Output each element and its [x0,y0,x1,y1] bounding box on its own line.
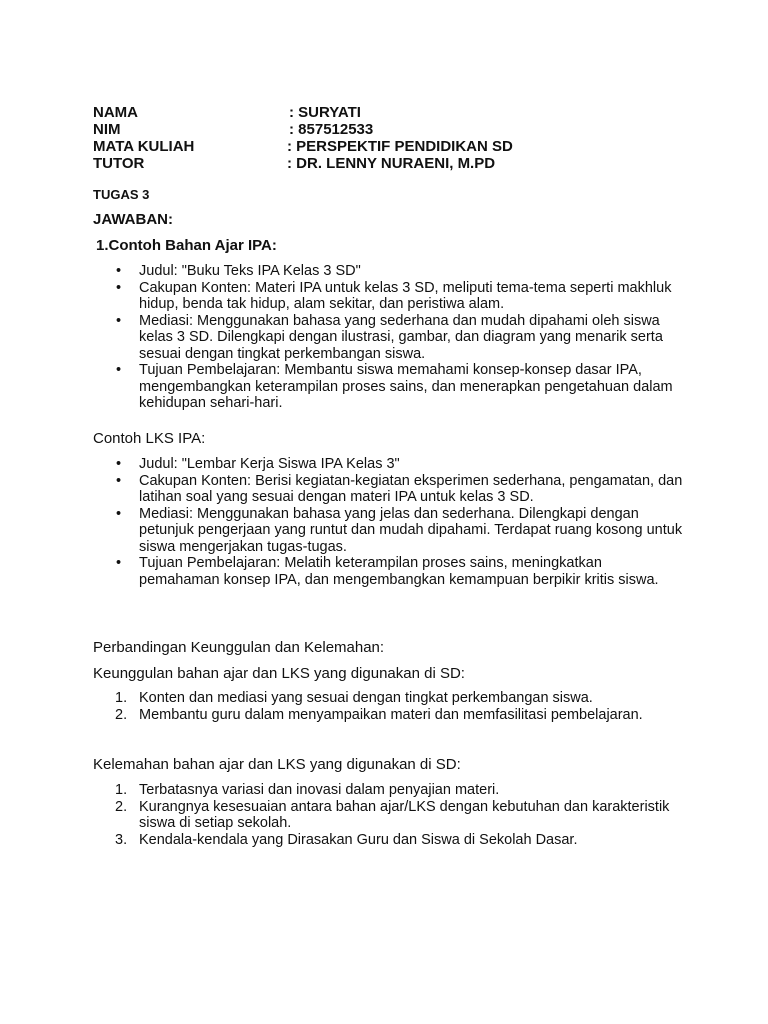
bullet-icon: • [116,555,122,571]
lks-list [93,456,683,588]
bullet-icon: • [116,312,122,329]
list-item-text: Mediasi: Menggunakan bahasa yang sederhana dan mudah dipahami oleh siswa kelas 3 SD. Dilengkapi dengan ilustrasi, gambar, dan diagram yang menarik serta sesuai dengan tingkat perkembangan siswa. [139,312,663,362]
info-label: NAMA [93,104,138,121]
bahan-ajar-list [93,263,683,412]
comparison-heading: Perbandingan Keunggulan dan Kelemahan: [93,639,385,656]
list-item-text: Kurangnya kesesuaian antara bahan ajar/LKS dengan kebutuhan dan karakteristik siswa di setiap sekolah. [139,798,670,831]
list-item [93,832,683,849]
info-value: : 857512533 [289,121,374,138]
list-item-text: Terbatasnya variasi dan inovasi dalam penyajian materi. [139,782,500,798]
bullet-icon: • [116,472,122,489]
list-item [93,799,683,832]
list-number: 2. [115,706,128,723]
section-title-bahan-ajar: 1.Contoh Bahan Ajar IPA: [96,237,277,254]
list-item-text: Judul: "Lembar Kerja Siswa IPA Kelas 3" [139,456,400,472]
list-item [93,313,683,363]
list-number: 2. [115,798,128,815]
list-item [93,707,683,724]
bullet-icon: • [116,362,122,378]
list-item [93,263,683,280]
list-number: 1. [115,690,128,706]
bullet-icon: • [116,263,122,279]
list-item [93,506,683,556]
list-item [93,555,683,588]
assignment-title: TUGAS 3 [93,187,150,202]
list-item-text: Cakupan Konten: Berisi kegiatan-kegiatan eksperimen sederhana, pengamatan, dan latihan soal yang sesuai dengan materi IPA untuk kelas 3 SD. [139,472,683,505]
info-value: : PERSPEKTIF PENDIDIKAN SD [287,138,513,155]
bullet-icon: • [116,505,122,522]
list-item [93,782,683,799]
info-label: NIM [93,121,121,138]
list-number: 3. [115,831,128,848]
list-item-text: Konten dan mediasi yang sesuai dengan tingkat perkembangan siswa. [139,690,593,706]
kelemahan-heading: Kelemahan bahan ajar dan LKS yang digunakan di SD: [93,756,461,773]
section-title-lks: Contoh LKS IPA: [93,430,206,447]
answer-heading: JAWABAN: [93,211,174,228]
list-item-text: Judul: "Buku Teks IPA Kelas 3 SD" [139,263,361,279]
list-item-text: Kendala-kendala yang Dirasakan Guru dan Siswa di Sekolah Dasar. [139,831,578,848]
list-item [93,280,683,313]
info-label: MATA KULIAH [93,138,195,155]
kelemahan-list [93,782,683,848]
list-number: 1. [115,782,128,798]
info-label: TUTOR [93,155,145,172]
list-item [93,362,683,412]
list-item-text: Tujuan Pembelajaran: Melatih keterampilan proses sains, meningkatkan pemahaman konsep IPA, dan mengembangkan kemampuan berpikir kritis siswa. [139,555,659,588]
info-value: : DR. LENNY NURAENI, M.PD [287,155,496,172]
list-item-text: Mediasi: Menggunakan bahasa yang jelas dan sederhana. Dilengkapi dengan petunjuk pengerjaan yang runtut dan mudah dipahami. Terdapat ruang kosong untuk siswa mengerjakan tugas-tugas. [139,505,683,555]
list-item-text: Membantu guru dalam menyampaikan materi dan memfasilitasi pembelajaran. [139,706,643,723]
list-item-text: Cakupan Konten: Materi IPA untuk kelas 3 SD, meliputi tema-tema seperti makhluk hidup, benda tak hidup, alam sekitar, dan peristiwa alam. [139,279,672,312]
list-item [93,473,683,506]
bullet-icon: • [116,279,122,296]
list-item [93,690,683,707]
bullet-icon: • [116,456,122,472]
info-value: : SURYATI [289,104,361,121]
keunggulan-list [93,690,683,723]
list-item [93,456,683,473]
list-item-text: Tujuan Pembelajaran: Membantu siswa memahami konsep-konsep dasar IPA, mengembangkan keterampilan proses sains, dan menerapkan pengetahuan dalam kehidupan sehari-hari. [139,362,673,411]
keunggulan-heading: Keunggulan bahan ajar dan LKS yang digunakan di SD: [93,665,465,682]
